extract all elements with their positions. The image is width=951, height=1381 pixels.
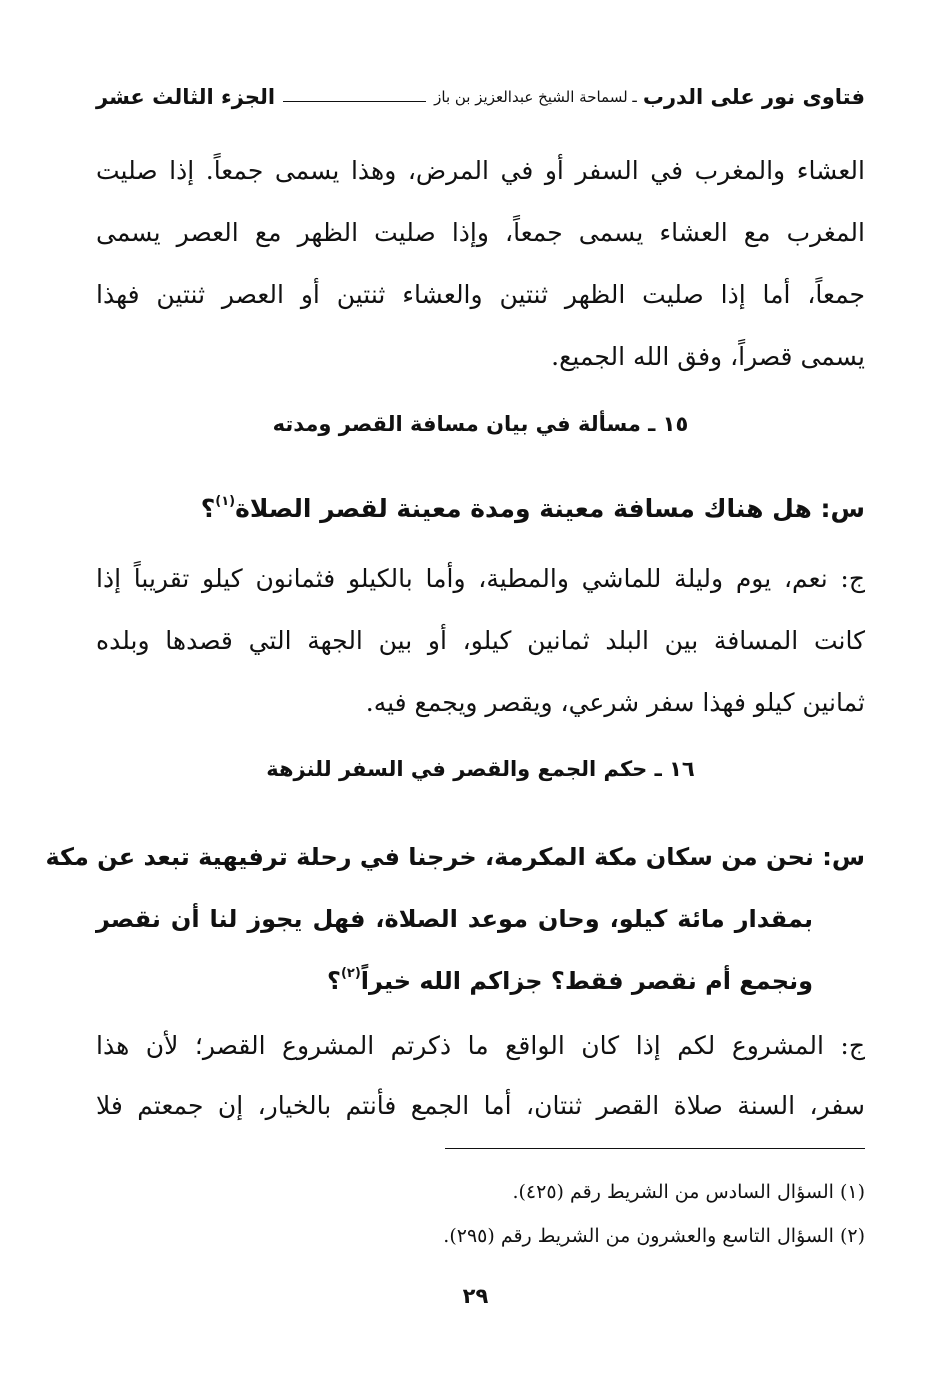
text-line: ثمانين كيلو فهذا سفر شرعي، ويقصر ويجمع فيه. bbox=[365, 688, 865, 717]
question-line: س: نحن من سكان مكة المكرمة، خرجنا في رحلة ترفيهية تبعد عن مكة bbox=[45, 843, 865, 871]
footnote-2: (٢) السؤال التاسع والعشرون من الشريط رقم (٢٩٥). bbox=[443, 1225, 865, 1247]
book-title: فتاوى نور على الدرب bbox=[642, 85, 865, 109]
text-line: المغرب مع العشاء يسمى جمعاً، وإذا صليت الظهر مع العصر يسمى bbox=[96, 218, 865, 247]
text-line: يسمى قصراً، وفق الله الجميع. bbox=[551, 342, 865, 371]
footnote-ref-1: (١) bbox=[215, 494, 236, 509]
question-16 bbox=[45, 826, 865, 1012]
answer-15 bbox=[96, 548, 865, 734]
question-line: بمقدار مائة كيلو، وحان موعد الصلاة، فهل يجوز لنا أن نقصر bbox=[96, 905, 813, 933]
page-number: ٢٩ bbox=[462, 1284, 489, 1308]
text-line: سفر، السنة صلاة القصر ثنتان، أما الجمع فأنتم بالخيار، إن جمعتم فلا bbox=[96, 1091, 865, 1120]
question-line bbox=[96, 478, 865, 540]
answer-16 bbox=[96, 1016, 865, 1136]
text-line: كانت المسافة بين البلد ثمانين كيلو، أو بين الجهة التي قصدها وبلده bbox=[96, 626, 865, 655]
text-line: ج: نعم، يوم وليلة للماشي والمطية، وأما بالكيلو فثمانون كيلو تقريباً إذا bbox=[96, 564, 865, 593]
header-rule bbox=[283, 101, 426, 102]
question-text: س: هل هناك مسافة معينة ومدة معينة لقصر الصلاة bbox=[235, 494, 865, 523]
section-heading-15: ١٥ ـ مسألة في بيان مسافة القصر ومدته bbox=[272, 412, 689, 436]
text-line: جمعاً، أما إذا صليت الظهر ثنتين والعشاء ثنتين أو العصر ثنتين فهذا bbox=[96, 280, 865, 309]
footnote-ref-2: (٢) bbox=[340, 966, 361, 981]
part-label: الجزء الثالث عشر bbox=[96, 85, 276, 109]
question-mark: ؟ bbox=[200, 494, 216, 523]
text-line: العشاء والمغرب في السفر أو في المرض، وهذا يسمى جمعاً. إذا صليت bbox=[96, 156, 865, 185]
question-15 bbox=[96, 478, 865, 540]
text-line: ج: المشروع لكم إذا كان الواقع ما ذكرتم المشروع القصر؛ لأن هذا bbox=[96, 1031, 865, 1060]
running-header bbox=[96, 80, 865, 114]
intro-paragraph bbox=[96, 140, 865, 388]
section-heading-16: ١٦ ـ حكم الجمع والقصر في السفر للنزهة bbox=[266, 757, 695, 781]
question-line bbox=[96, 950, 865, 1012]
author-name: ـ لسماحة الشيخ عبدالعزيز بن باز bbox=[434, 88, 637, 106]
question-text: ونجمع أم نقصر فقط؟ جزاكم الله خيراً bbox=[360, 967, 813, 995]
footnote-1: (١) السؤال السادس من الشريط رقم (٤٢٥). bbox=[512, 1181, 865, 1203]
question-mark: ؟ bbox=[327, 967, 341, 995]
footnote-separator bbox=[445, 1148, 865, 1149]
footnotes bbox=[96, 1170, 865, 1258]
